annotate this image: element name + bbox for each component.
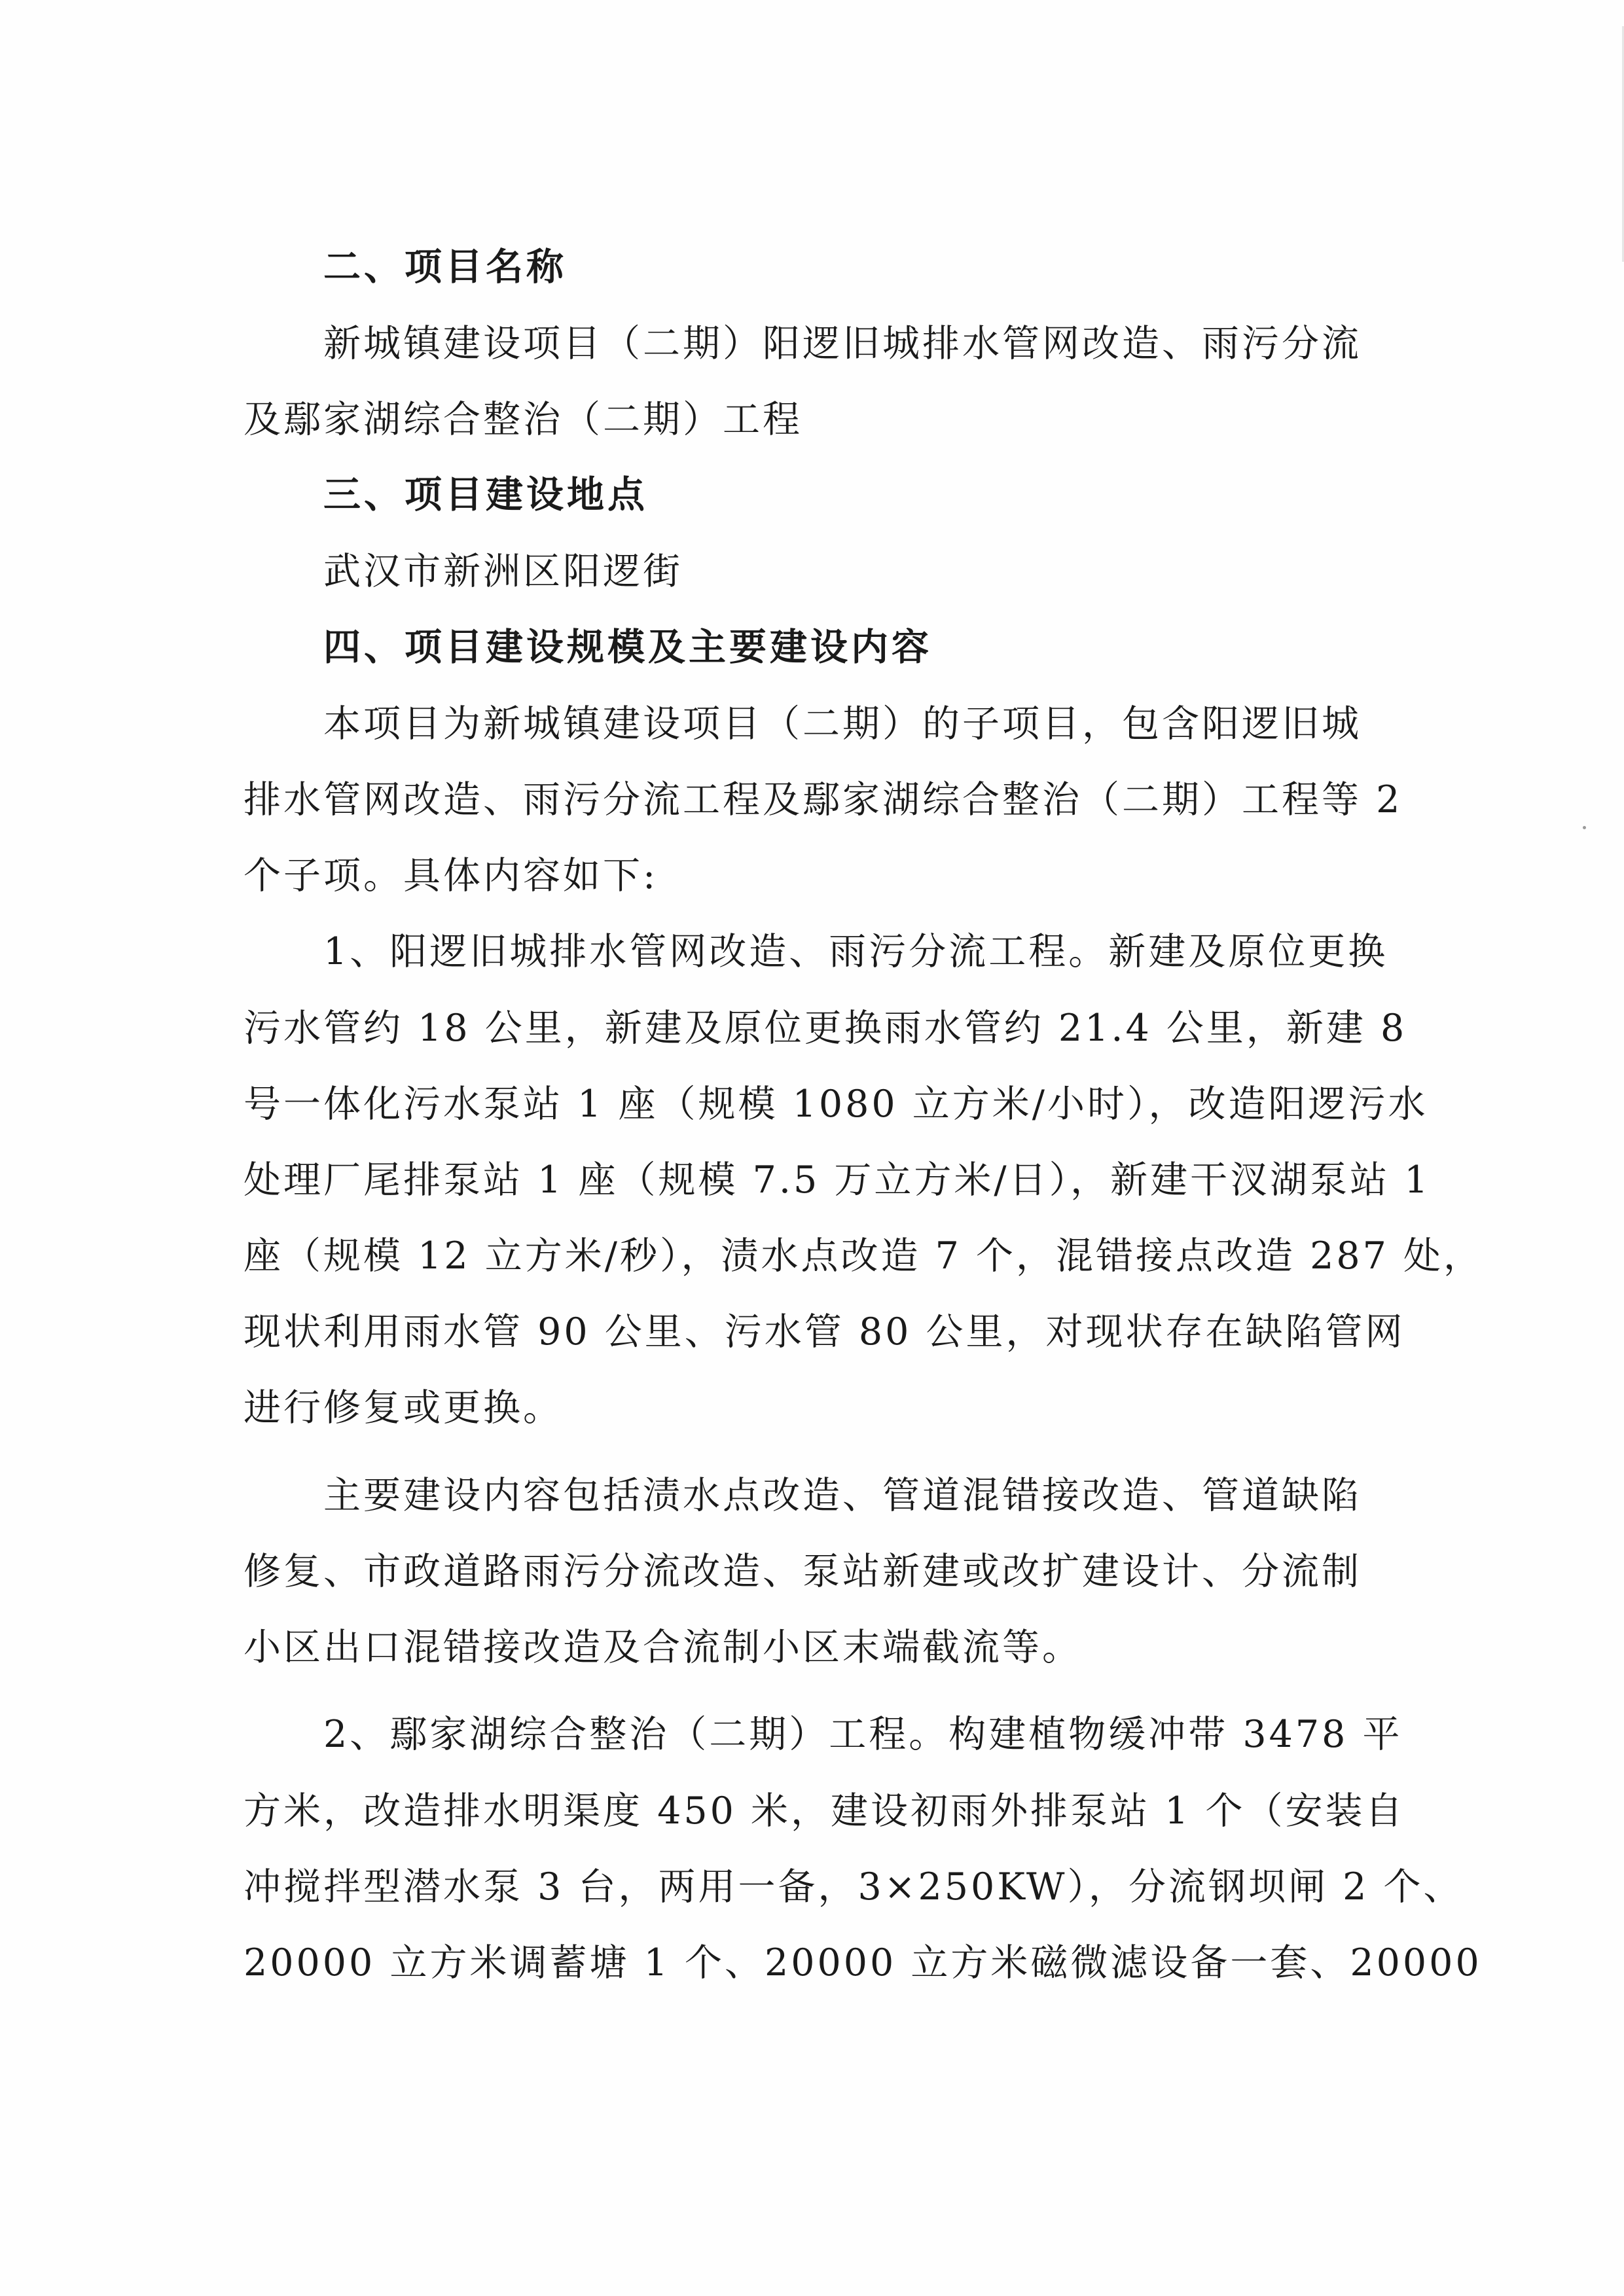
body-line: 本项目为新城镇建设项目（二期）的子项目，包含阳逻旧城 xyxy=(323,702,1362,745)
body-line: 新城镇建设项目（二期）阳逻旧城排水管网改造、雨污分流 xyxy=(323,322,1362,365)
body-line: 2、鄢家湖综合整治（二期）工程。构建植物缓冲带 3478 平 xyxy=(323,1713,1403,1756)
body-line: 现状利用雨水管 90 公里、污水管 80 公里，对现状存在缺陷管网 xyxy=(244,1310,1405,1354)
body-line: 方米，改造排水明渠度 450 米，建设初雨外排泵站 1 个（安装自 xyxy=(244,1789,1405,1833)
section-heading-project-name: 二、项目名称 xyxy=(323,245,567,289)
body-line: 污水管约 18 公里，新建及原位更换雨水管约 21.4 公里，新建 8 xyxy=(244,1007,1407,1050)
body-line: 个子项。具体内容如下: xyxy=(244,854,659,897)
body-line: 修复、市政道路雨污分流改造、泵站新建或改扩建设计、分流制 xyxy=(244,1550,1362,1593)
body-line: 及鄢家湖综合整治（二期）工程 xyxy=(244,398,803,441)
body-line: 座（规模 12 立方米/秒），渍水点改造 7 个，混错接点改造 287 处， xyxy=(244,1234,1484,1278)
section-heading-project-location: 三、项目建设地点 xyxy=(323,473,648,516)
body-line: 20000 立方米调蓄塘 1 个、20000 立方米磁微滤设备一套、20000 xyxy=(244,1941,1482,1984)
body-line: 排水管网改造、雨污分流工程及鄢家湖综合整治（二期）工程等 2 xyxy=(244,778,1403,821)
body-line: 小区出口混错接改造及合流制小区末端截流等。 xyxy=(244,1626,1082,1669)
body-line: 号一体化污水泵站 1 座（规模 1080 立方米/小时），改造阳逻污水 xyxy=(244,1083,1428,1126)
body-line: 主要建设内容包括渍水点改造、管道混错接改造、管道缺陷 xyxy=(323,1474,1362,1517)
section-heading-project-scale: 四、项目建设规模及主要建设内容 xyxy=(323,626,932,669)
body-line: 1、阳逻旧城排水管网改造、雨污分流工程。新建及原位更换 xyxy=(323,930,1388,973)
scan-speck xyxy=(1583,826,1586,829)
body-line: 武汉市新洲区阳逻街 xyxy=(323,550,683,593)
body-line: 冲搅拌型潜水泵 3 台，两用一备，3×250KW），分流钢坝闸 2 个、 xyxy=(244,1865,1464,1909)
body-line: 进行修复或更换。 xyxy=(244,1386,563,1429)
body-line: 处理厂尾排泵站 1 座（规模 7.5 万立方米/日），新建干汊湖泵站 1 xyxy=(244,1158,1431,1202)
